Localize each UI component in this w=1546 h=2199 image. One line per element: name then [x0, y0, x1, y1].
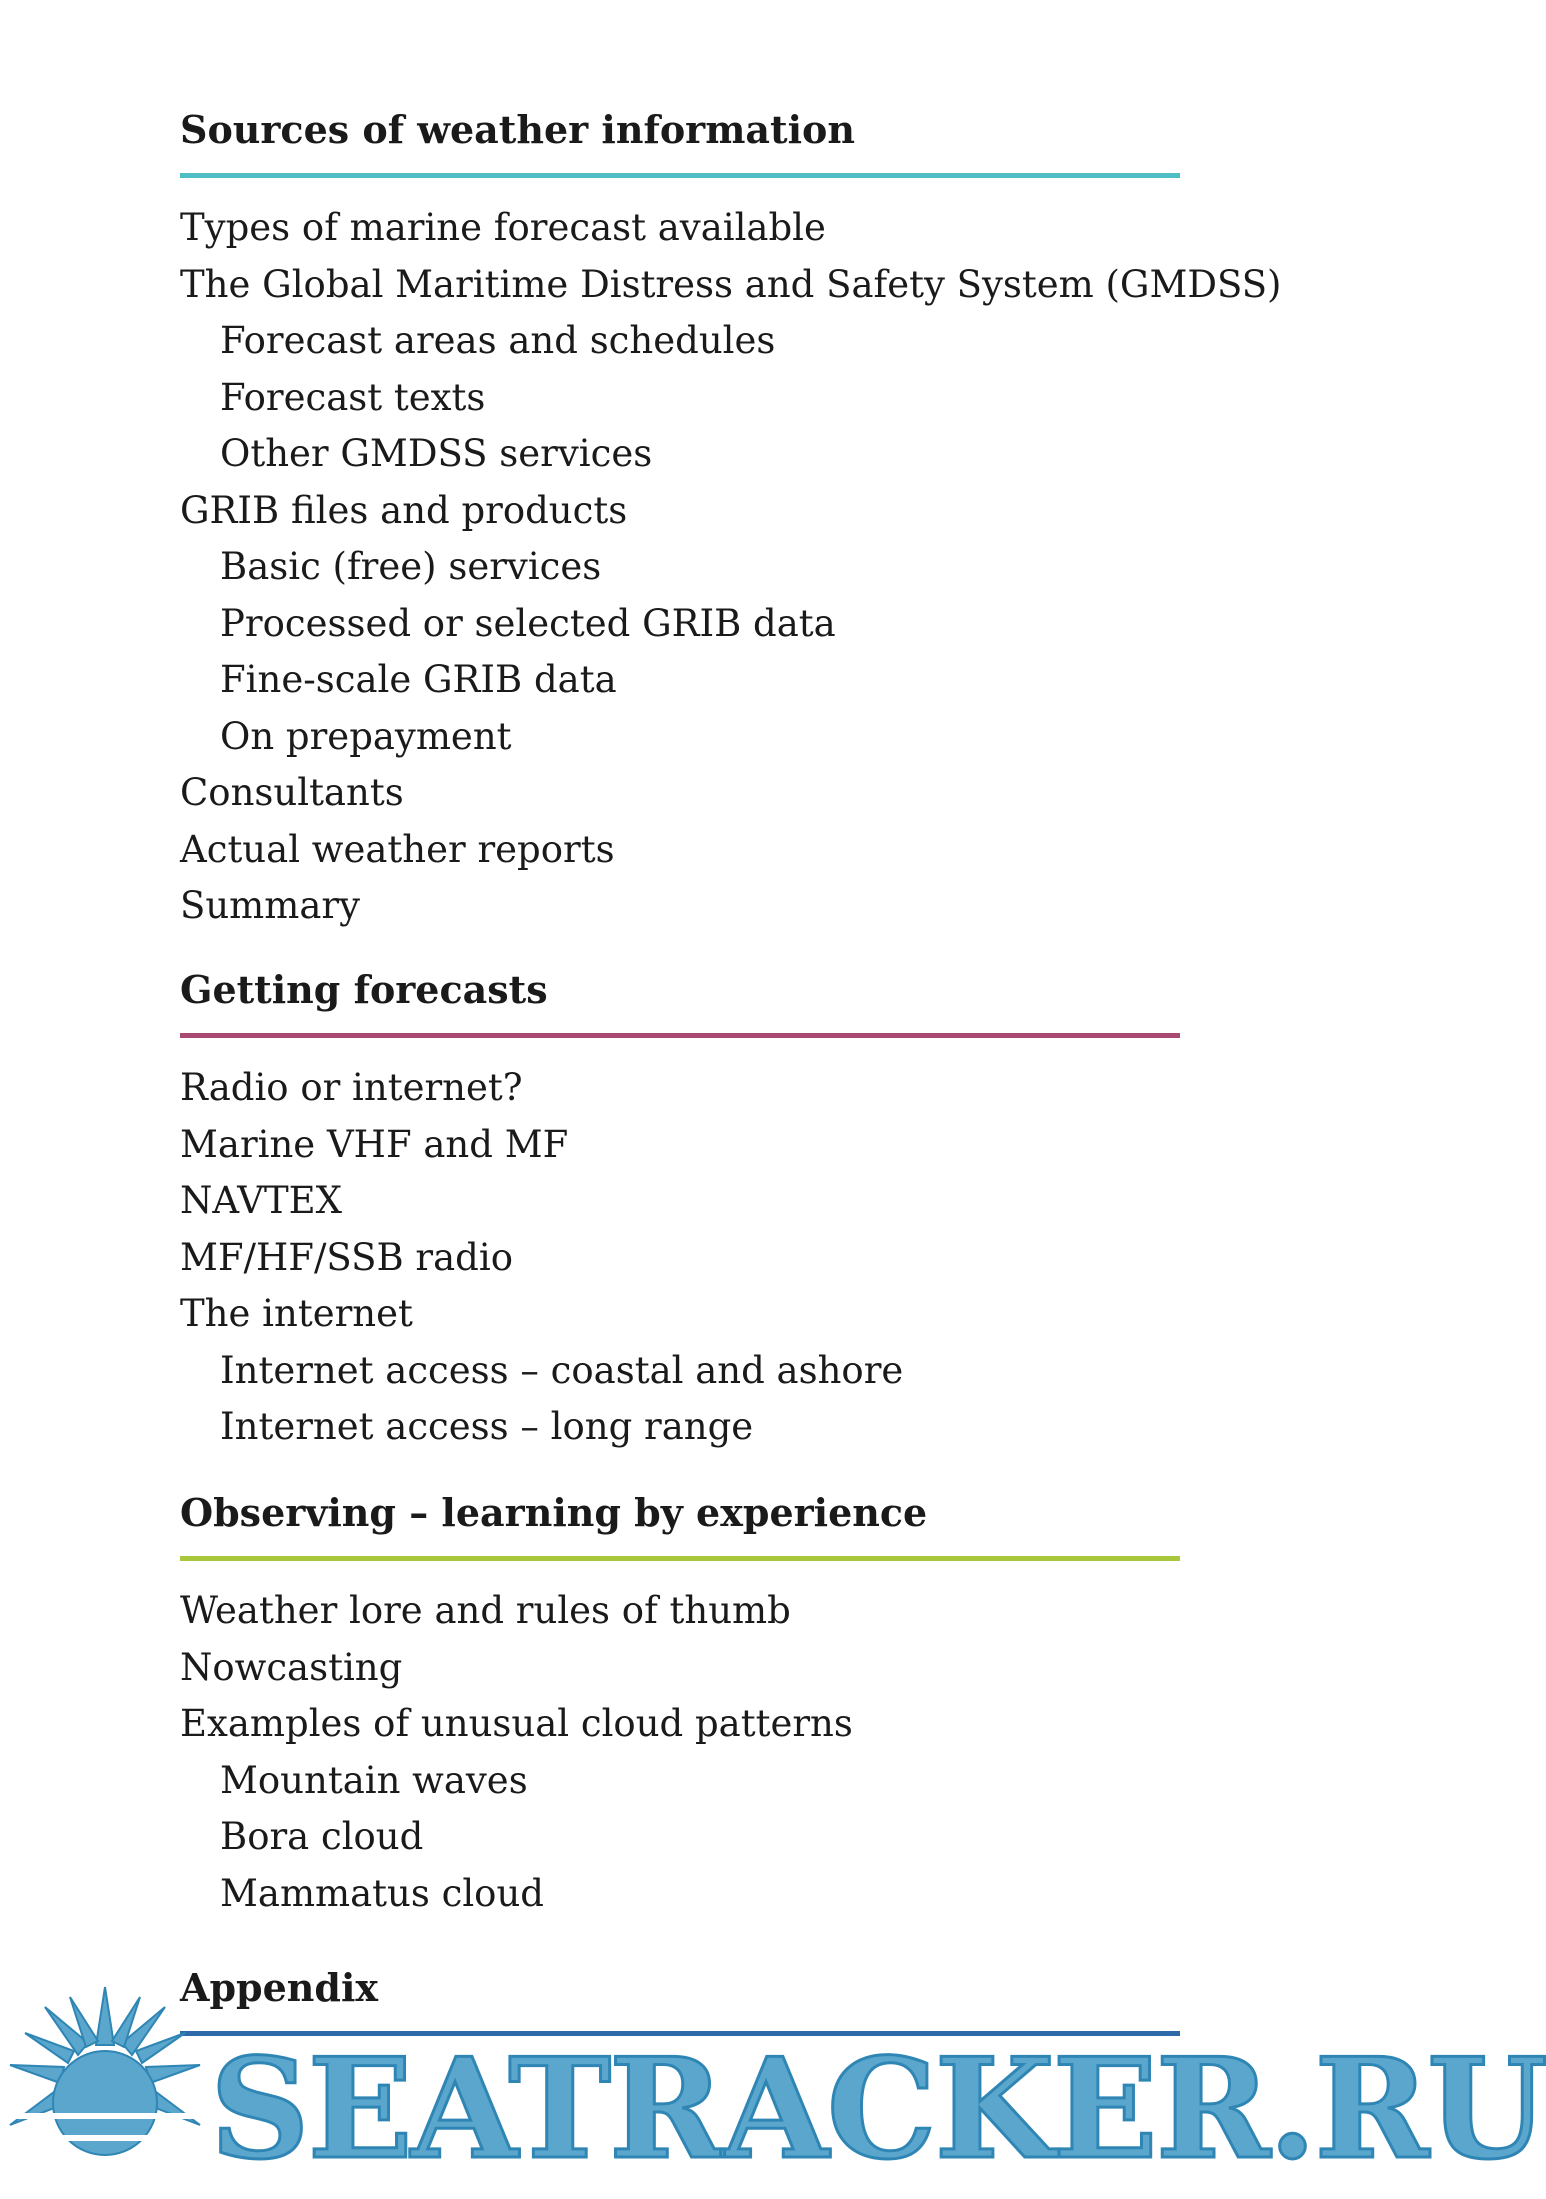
section-items — [180, 200, 1282, 935]
toc-subitem: Mountain waves — [220, 1758, 528, 1802]
toc-subitem: Bora cloud — [220, 1815, 424, 1858]
section-items — [180, 1060, 1180, 1456]
toc-item: The Global Maritime Distress and Safety System (GMDSS) — [180, 262, 1282, 306]
toc-item: Actual weather reports — [180, 827, 615, 871]
section-title: Appendix — [180, 1965, 379, 2010]
toc-item: Weather lore and rules of thumb — [180, 1589, 791, 1632]
section-items — [180, 1583, 1180, 1922]
toc-subitem: Internet access – coastal and ashore — [220, 1348, 904, 1392]
toc-subitem: Processed or selected GRIB data — [220, 601, 836, 645]
toc-subitem: Fine-scale GRIB data — [220, 658, 617, 701]
toc-subitem: Other GMDSS services — [220, 432, 653, 475]
toc-item: Consultants — [180, 771, 404, 814]
toc-subitem: On prepayment — [220, 714, 512, 758]
toc-item: Examples of unusual cloud patterns — [180, 1702, 853, 1745]
toc-item: NAVTEX — [180, 1179, 343, 1222]
section-title: Sources of weather information — [180, 107, 855, 152]
section-rule — [180, 173, 1180, 178]
watermark — [0, 1975, 1546, 2199]
toc-subitem: Forecast areas and schedules — [220, 319, 776, 362]
toc-item: Marine VHF and MF — [180, 1122, 569, 1166]
toc-section-observing — [180, 1490, 1180, 1922]
toc-item: MF/HF/SSB radio — [180, 1235, 513, 1279]
watermark-text: SEATRACKER.RU — [210, 2027, 1546, 2190]
section-rule — [180, 1033, 1180, 1038]
sun-icon — [0, 1985, 210, 2199]
section-title: Getting forecasts — [180, 967, 548, 1012]
section-title: Observing – learning by experience — [180, 1490, 928, 1535]
toc-subitem: Forecast texts — [220, 375, 486, 419]
toc-item: GRIB files and products — [180, 488, 628, 532]
toc-section-getting-forecasts — [180, 967, 1180, 1456]
toc-item: Types of marine forecast available — [180, 206, 826, 249]
toc-subitem: Internet access – long range — [220, 1405, 754, 1448]
toc-item: The internet — [180, 1292, 413, 1335]
toc-subitem: Mammatus cloud — [220, 1871, 544, 1915]
toc-section-sources — [180, 107, 1282, 935]
toc-item: Nowcasting — [180, 1645, 403, 1689]
section-rule — [180, 1556, 1180, 1561]
toc-item: Summary — [180, 884, 360, 927]
toc-subitem: Basic (free) services — [220, 545, 602, 588]
toc-item: Radio or internet? — [180, 1066, 523, 1109]
